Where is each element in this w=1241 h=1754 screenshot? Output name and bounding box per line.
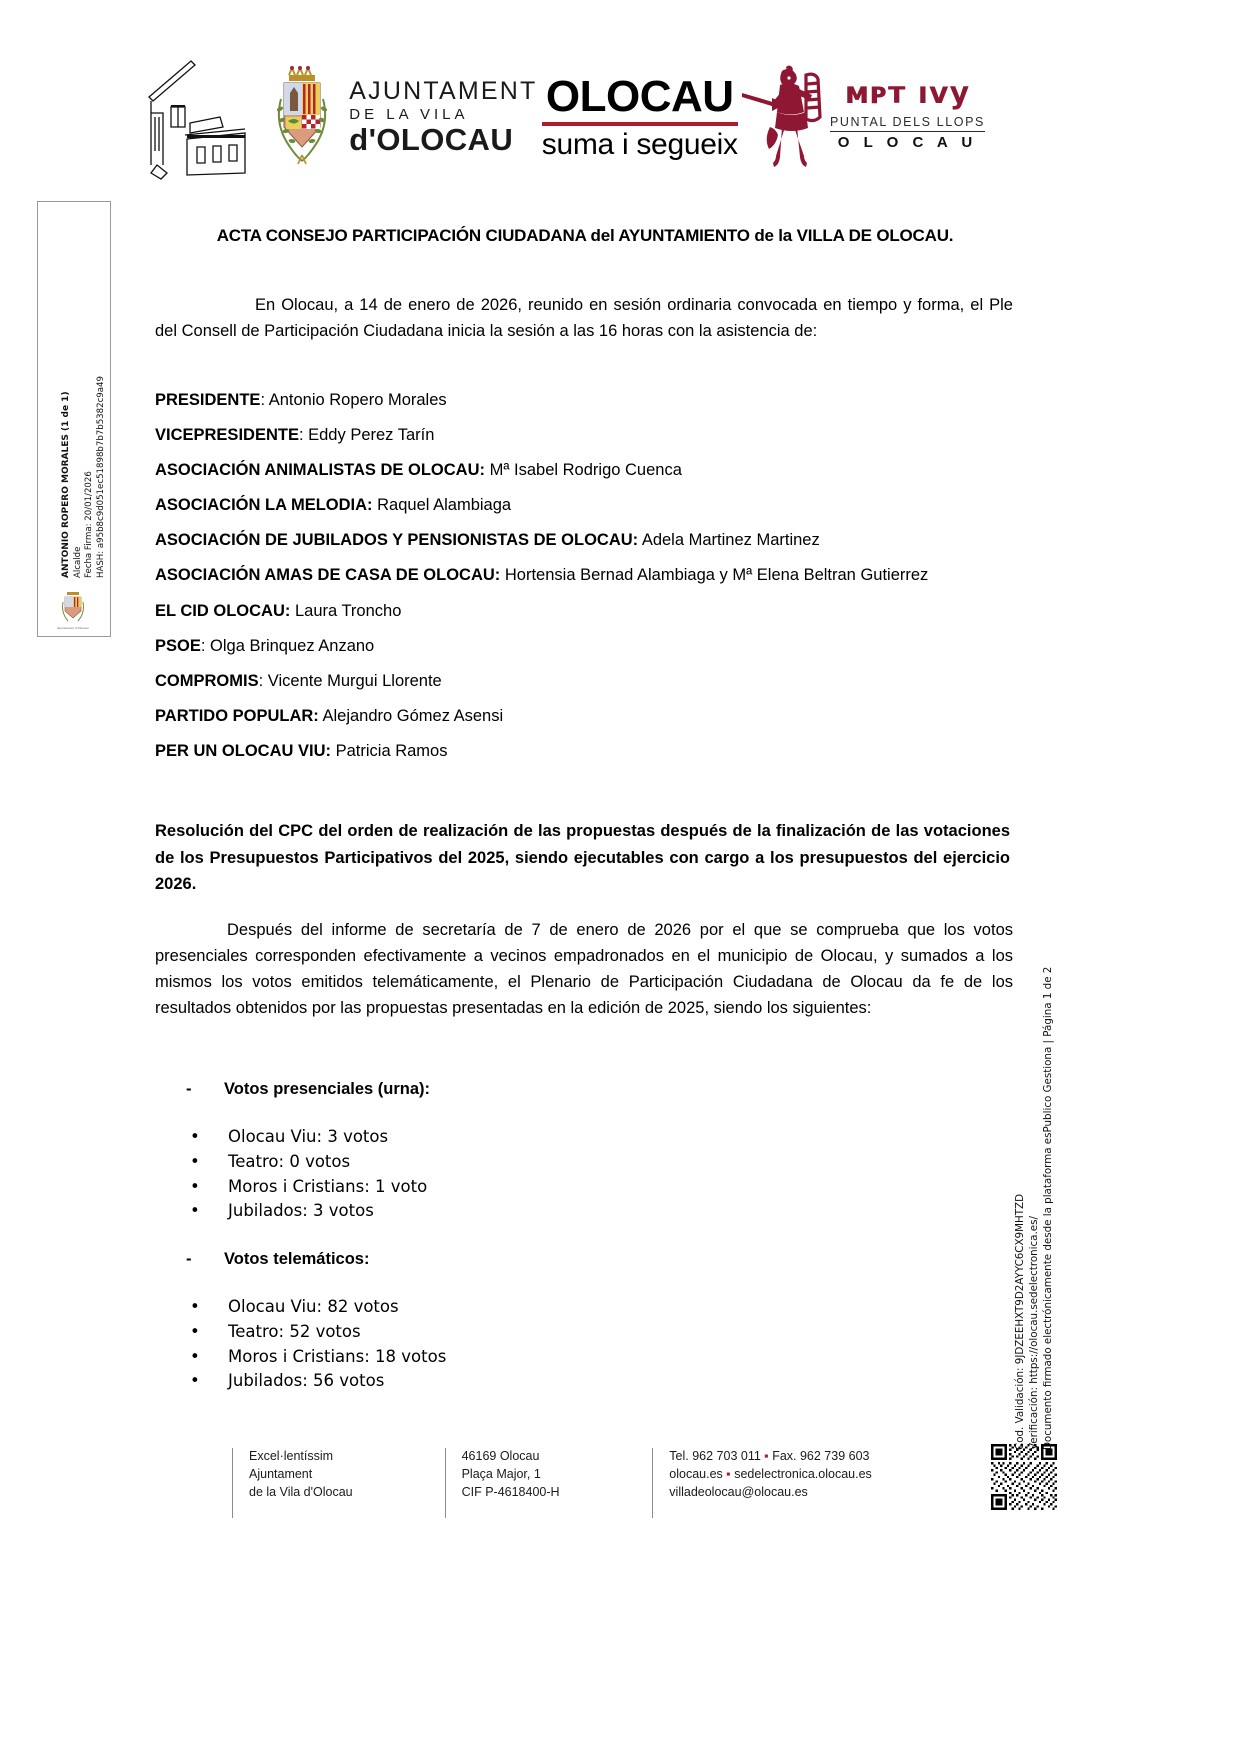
attendee-role: VICEPRESIDENTE [155, 426, 299, 445]
attendee-role: EL CID OLOCAU: [155, 601, 291, 620]
bullet-icon: • [190, 1201, 200, 1221]
bullet-icon: • [190, 1176, 200, 1196]
intro-paragraph: En Olocau, a 14 de enero de 2026, reunido en sesión ordinaria convocada en tiempo y forma, el Ple del Consell de Participación Ciudadana inicia la sesión a las 16 horas con la asistencia de: [155, 296, 1013, 341]
attendee-row [155, 638, 1025, 655]
footer-entity-line3: de la Vila d'Olocau [249, 1484, 353, 1499]
list-item [186, 1369, 886, 1394]
list-item [186, 1295, 886, 1320]
vote-list-presencial [186, 1125, 886, 1224]
motivy-wordmark [829, 75, 985, 152]
bullet-icon: • [190, 1346, 200, 1366]
motivy-line3: O L O C A U [837, 134, 978, 151]
validation-url: Verificación: https://olocau.sedelectronica.es/ [1027, 1216, 1040, 1450]
stamp-crest-icon [60, 590, 86, 624]
motivy-line2: PUNTAL DELS LLOPS [829, 114, 985, 129]
footer-website[interactable]: olocau.es [669, 1466, 727, 1481]
page-footer [232, 1448, 992, 1518]
attendee-role: PSOE [155, 636, 201, 655]
footer-entity-line2: Ajuntament [249, 1466, 313, 1481]
attendee-row [155, 532, 1025, 549]
olocau-brand-tagline: suma i segueix [541, 127, 738, 161]
footer-phone-line [669, 1448, 992, 1466]
signature-hash: HASH: a95b8c9d051ec51898b7b7b5382c9a49 [95, 376, 106, 578]
separator-icon: ▪ [764, 1449, 769, 1463]
attendee-row [155, 427, 1025, 444]
attendee-name: Adela Martinez Martinez [641, 531, 820, 550]
motivy-rule [830, 131, 985, 133]
vote-section-heading [186, 1250, 886, 1269]
attendee-role: ASOCIACIÓN DE JUBILADOS Y PENSIONISTAS DE OLOCAU: [155, 531, 639, 550]
attendee-name: Vicente Murgui Llorente [267, 671, 442, 690]
vote-list-telematico [186, 1295, 886, 1394]
attendee-role: PRESIDENTE [155, 391, 261, 409]
list-item [186, 1320, 886, 1345]
footer-email[interactable]: villadeolocau@olocau.es [669, 1484, 808, 1499]
attendee-row [155, 708, 1025, 725]
vote-heading-label: Votos telemáticos: [224, 1250, 370, 1268]
header-logo-bar [145, 52, 985, 182]
attendee-name: Hortensia Bernad Alambiaga y Mª Elena Beltran Gutierrez [504, 566, 929, 585]
attendee-name: Olga Brinquez Anzano [210, 636, 375, 655]
attendee-name: Alejandro Gómez Asensi [322, 706, 504, 725]
vote-item-text: Moros i Cristians: 18 votos [228, 1346, 447, 1366]
attendee-row [155, 673, 1025, 690]
bullet-icon: • [190, 1297, 200, 1316]
bullet-icon: • [190, 1371, 200, 1391]
attendee-row [155, 462, 1025, 479]
footer-entity-column [232, 1448, 445, 1518]
building-sketch-logo [145, 55, 263, 180]
olocau-brand-rule [542, 122, 738, 126]
attendee-role: ASOCIACIÓN AMAS DE CASA DE OLOCAU: [155, 566, 501, 585]
motivy-logo [742, 65, 985, 170]
attendee-sep: : [260, 391, 269, 409]
olocau-coat-of-arms-icon [267, 65, 337, 170]
attendee-role: PARTIDO POPULAR: [155, 706, 319, 725]
attendee-role: ASOCIACIÓN ANIMALISTAS DE OLOCAU: [155, 461, 485, 480]
vote-item-text: Teatro: 0 votos [228, 1151, 351, 1171]
attendee-role: PER UN OLOCAU VIU: [155, 741, 332, 760]
list-item [186, 1150, 886, 1175]
vote-section-spacer [186, 1224, 886, 1250]
ajuntament-line3: d'OLOCAU [349, 122, 514, 157]
bullet-icon: • [190, 1127, 200, 1146]
bullet-icon: • [190, 1151, 200, 1171]
attendee-name: Antonio Ropero Morales [268, 391, 447, 409]
attendee-row [155, 392, 1025, 409]
attendee-sep: : [200, 636, 211, 655]
list-item [186, 1125, 886, 1150]
attendee-role: ASOCIACIÓN LA MELODIA: [155, 496, 373, 515]
attendee-sep: : [258, 671, 268, 690]
attendee-name: Raquel Alambiaga [377, 496, 512, 515]
ajuntament-wordmark [349, 79, 537, 155]
olocau-brand-name: OLOCAU [545, 71, 734, 121]
vote-item-text: Olocau Viu: 82 votos [228, 1297, 399, 1316]
list-item [186, 1345, 886, 1370]
vote-dash-marker: - [186, 1250, 192, 1268]
ajuntament-line1: AJUNTAMENT [349, 77, 538, 105]
footer-contact-column [652, 1448, 992, 1518]
qr-code-icon[interactable] [991, 1444, 1057, 1510]
attendee-name: Laura Troncho [294, 601, 402, 620]
signature-name: ANTONIO ROPERO MORALES (1 de 1) [61, 391, 72, 578]
vote-dash-marker: - [186, 1080, 192, 1098]
vote-section-heading [186, 1080, 886, 1099]
list-item [186, 1175, 886, 1200]
footer-sede-link[interactable]: sedelectronica.olocau.es [730, 1466, 872, 1481]
footer-web-line [669, 1466, 992, 1484]
vote-item-text: Jubilados: 56 votos [228, 1371, 385, 1391]
attendee-row [155, 603, 1025, 620]
vote-item-text: Olocau Viu: 3 votos [228, 1127, 389, 1146]
validation-code: Cod. Validación: 9JDZEEHXT9D2AYYC6CX9MHTZD [1014, 1194, 1026, 1450]
resolution-paragraph: Resolución del CPC del orden de realización de las propuestas después de la finalización de las votaciones de los Presupuestos Participativos del 2025, siendo ejecutables con cargo a los presupuestos del ejercicio 2026. [155, 822, 1010, 894]
vote-results [186, 1080, 886, 1394]
iberian-warrior-icon [742, 65, 824, 170]
vote-item-text: Jubilados: 3 votos [228, 1201, 374, 1221]
footer-address-line2: Plaça Major, 1 [461, 1466, 541, 1481]
attendee-row [155, 743, 1025, 760]
attendee-row [155, 567, 1025, 584]
motivy-glyph: ᴍᴘᴛ ıvy [844, 75, 971, 111]
secretary-report-paragraph: Después del informe de secretaría de 7 de enero de 2026 por el que se comprueba que los votos presenciales corresponden efectivamente a vecinos empadronados en el municipio de Olocau, y sumados a los mismos los votos emitidos telemáticamente, el Plenario de Participación Ciudadana de Olocau da fe de los resultados obtenidos por las propuestas presentadas en la edición de 2025, siendo los siguientes: [155, 921, 1013, 1018]
attendee-role: COMPROMIS [155, 671, 259, 690]
footer-address-line3: CIF P-4618400-H [461, 1484, 560, 1499]
signature-rotated-text [38, 202, 110, 636]
footer-address-column [445, 1448, 653, 1518]
attendee-sep: : [298, 426, 309, 445]
attendees-list [155, 392, 1025, 778]
signature-date: Fecha Firma: 20/01/2026 [84, 471, 95, 578]
ajuntament-line2: DE LA VILA [349, 106, 469, 123]
validation-sidebar [1014, 930, 1054, 1450]
attendee-row [155, 497, 1025, 514]
ajuntament-logo [267, 65, 537, 170]
attendee-name: Patricia Ramos [335, 741, 448, 760]
validation-platform: Documento firmado electrónicamente desde la plataforma esPublico Gestiona | Página 1 de 2 [1041, 966, 1054, 1450]
signature-stamp [46, 584, 100, 630]
separator-icon: ▪ [726, 1466, 731, 1481]
attendee-name: Eddy Perez Tarín [308, 426, 435, 445]
footer-fax: Fax. 962 739 603 [768, 1449, 870, 1463]
list-item [186, 1199, 886, 1224]
vote-item-text: Teatro: 52 votos [228, 1321, 361, 1341]
attendee-name: Mª Isabel Rodrigo Cuenca [489, 461, 682, 480]
page-title: ACTA CONSEJO PARTICIPACIÓN CIUDADANA del AYUNTAMIENTO de la VILLA DE OLOCAU. [216, 226, 954, 245]
signature-role: Alcalde [72, 546, 83, 578]
footer-address-line1: 46169 Olocau [461, 1449, 540, 1463]
vote-item-text: Moros i Cristians: 1 voto [228, 1176, 428, 1196]
signature-sidebar [37, 201, 111, 637]
stamp-caption: Ajuntament d'Olocau [57, 626, 89, 630]
olocau-building-sketch-icon [145, 55, 263, 180]
vote-heading-label: Votos presenciales (urna): [224, 1080, 431, 1098]
bullet-icon: • [190, 1321, 200, 1341]
footer-entity-line1: Excel·lentíssim [249, 1449, 334, 1463]
olocau-brand-logo [541, 71, 738, 161]
footer-phone: Tel. 962 703 011 [669, 1449, 765, 1463]
